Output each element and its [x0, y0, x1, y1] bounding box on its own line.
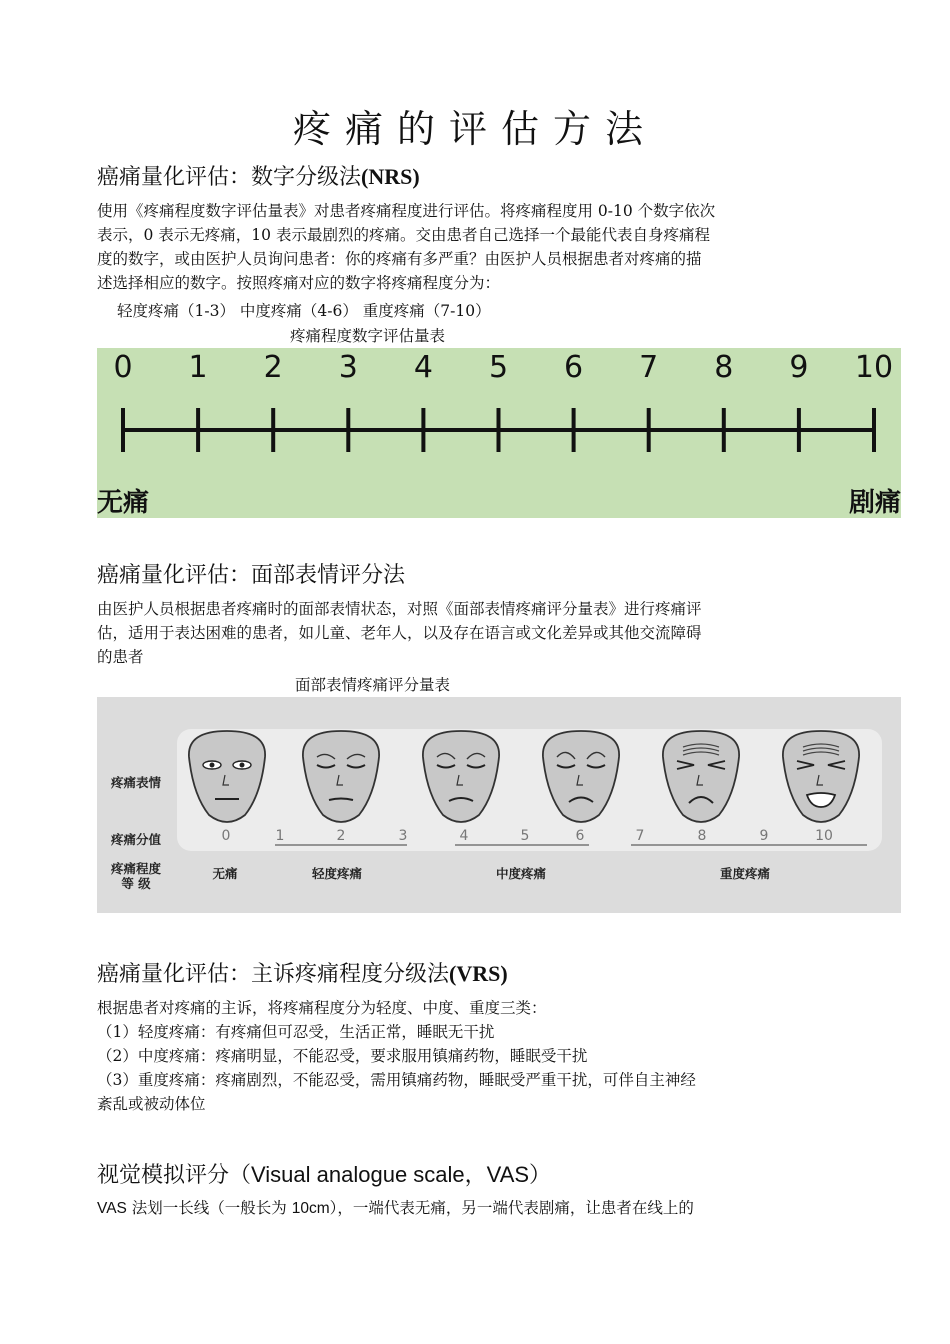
nrs-number: 9: [789, 350, 809, 385]
face-score: 4: [459, 828, 469, 844]
nrs-para-line: 使用《疼痛程度数字评估量表》对患者疼痛程度进行评估。将疼痛程度用 0-10 个数字依次: [97, 202, 716, 220]
vrs-line: 紊乱或被动体位: [97, 1095, 206, 1113]
nrs-number: 1: [188, 350, 208, 385]
face-outline: [663, 731, 739, 822]
grade-moderate: 中度疼痛: [495, 866, 547, 881]
face-score: 8: [697, 828, 707, 844]
nrs-levels-line: 轻度疼痛（1-3） 中度疼痛（4-6） 重度疼痛（7-10）: [117, 302, 491, 320]
nrs-scale-line: [97, 348, 901, 518]
face-score: 10: [815, 828, 833, 844]
vrs-line: （2）中度疼痛：疼痛明显，不能忍受，要求服用镇痛药物，睡眠受干扰: [97, 1047, 588, 1065]
face-score: 1: [275, 828, 285, 844]
vas-abbr: VAS: [97, 1200, 127, 1217]
vrs-heading-text: 癌痛量化评估：主诉疼痛程度分级法: [97, 962, 450, 987]
face-6: [543, 731, 619, 822]
vas-text-2: ），一端代表无痛，另一端代表剧痛，让患者在线上的: [329, 1199, 694, 1217]
nrs-number: 10: [854, 350, 894, 385]
nrs-right-end: 剧痛: [848, 488, 901, 518]
face-0: [189, 731, 265, 822]
vrs-line: 根据患者对疼痛的主诉，将疼痛程度分为轻度、中度、重度三类：: [97, 999, 547, 1017]
face-score: 5: [520, 828, 530, 844]
faces-scale-caption: 面部表情疼痛评分量表: [295, 676, 451, 694]
nrs-heading-text: 癌痛量化评估：数字分级法: [97, 165, 362, 190]
face-score: 0: [221, 828, 231, 844]
vrs-line: （3）重度疼痛：疼痛剧烈，不能忍受，需用镇痛药物，睡眠受严重干扰，可伴自主神经: [97, 1071, 696, 1089]
face-pupil: [210, 763, 215, 768]
nrs-heading: [97, 160, 420, 191]
nrs-paragraph: [97, 199, 857, 295]
vas-heading-close: ）: [529, 1163, 552, 1188]
face-8: [663, 731, 739, 822]
face-10: [783, 731, 859, 822]
face-outline: [543, 731, 619, 822]
faces-heading: 癌痛量化评估：面部表情评分法: [97, 563, 406, 588]
grade-mild: 轻度疼痛: [311, 866, 363, 881]
nrs-number: 5: [488, 350, 509, 385]
vas-paragraph: [97, 1196, 694, 1218]
vrs-paragraph: [97, 996, 857, 1116]
row-label-grade-line: 等 级: [121, 876, 151, 891]
nrs-number: 7: [639, 350, 659, 385]
vas-heading-cn: 视觉模拟评分（: [97, 1163, 252, 1188]
nrs-number: 4: [413, 350, 433, 385]
nrs-scale-caption: 疼痛程度数字评估量表: [290, 327, 446, 345]
face-score: 7: [635, 828, 645, 844]
face-score: 9: [759, 828, 769, 844]
row-label-grade-line: 疼痛程度: [111, 861, 162, 876]
face-pupil: [240, 763, 245, 768]
nrs-para-line: 述选择相应的数字。按照疼痛对应的数字将疼痛程度分为：: [97, 274, 501, 292]
grade-none: 无痛: [212, 866, 238, 881]
face-score: 6: [575, 828, 585, 844]
nrs-number: 8: [714, 350, 734, 385]
vas-length: 10cm: [291, 1200, 330, 1217]
row-label-face: 疼痛表情: [111, 775, 162, 790]
faces-scale: [97, 697, 901, 913]
face-score: 2: [336, 828, 346, 844]
vrs-line: （1）轻度疼痛：有疼痛但可忍受，生活正常，睡眠无干扰: [97, 1023, 495, 1041]
vas-heading-en: Visual analogue scale，VAS: [251, 1162, 530, 1187]
nrs-scale: [97, 348, 901, 518]
face-outline: [783, 731, 859, 822]
faces-para-line: 由医护人员根据患者疼痛时的面部表情状态，对照《面部表情疼痛评分量表》进行疼痛评: [97, 600, 702, 618]
face-2: [303, 731, 379, 822]
grade-severe: 重度疼痛: [719, 866, 771, 881]
faces-para-line: 的患者: [97, 648, 144, 666]
vrs-heading: [97, 957, 508, 988]
row-label-score: 疼痛分值: [111, 832, 162, 847]
vrs-heading-abbr: (VRS): [449, 961, 508, 986]
face-4: [423, 731, 499, 822]
nrs-number: 2: [263, 350, 283, 385]
faces-paragraph: [97, 597, 857, 669]
nrs-left-end: 无痛: [97, 488, 150, 518]
page-title: 疼痛的评估方法: [292, 107, 657, 151]
nrs-heading-abbr: (NRS): [361, 164, 420, 189]
face-outline: [189, 731, 265, 822]
faces-para-line: 估，适用于表达困难的患者，如儿童、老年人，以及存在语言或文化差异或其他交流障碍: [97, 624, 702, 642]
nrs-number: 6: [564, 350, 584, 385]
face-outline: [303, 731, 379, 822]
nrs-para-line: 度的数字，或由医护人员询问患者：你的疼痛有多严重？由医护人员根据患者对疼痛的描: [97, 250, 702, 268]
face-outline: [423, 731, 499, 822]
face-score: 3: [398, 828, 408, 844]
nrs-para-line: 表示，0 表示无疼痛，10 表示最剧烈的疼痛。交由患者自己选择一个最能代表自身疼痛程: [97, 226, 710, 244]
nrs-number: 0: [113, 350, 133, 385]
nrs-number: 3: [338, 350, 358, 385]
vas-text-1: 法划一长线（一般长为: [126, 1199, 292, 1217]
faces-group: [189, 731, 859, 822]
vas-heading: [97, 1158, 551, 1189]
